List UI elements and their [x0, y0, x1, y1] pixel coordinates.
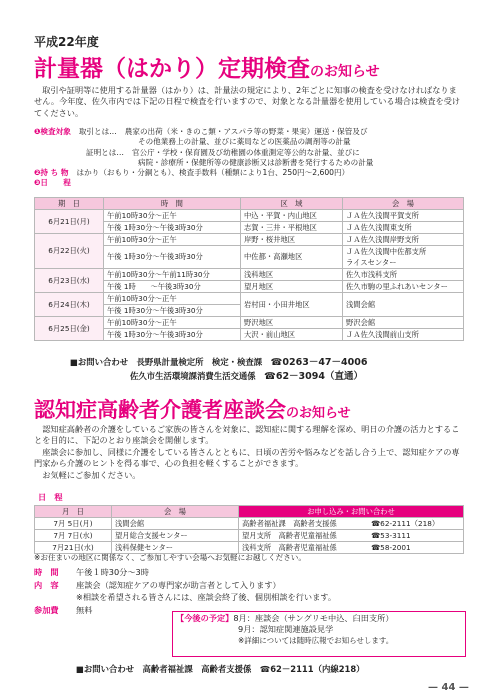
upcoming-content — [176, 613, 394, 646]
upcoming-note: ※詳細については随時広報でお知らせします。 — [238, 635, 394, 645]
date-cell: 6月21日(月) — [35, 210, 104, 234]
area-cell: 岩村田・小田井地区 — [241, 293, 343, 317]
page-title-main: 計量器（はかり）定期検査 — [34, 56, 310, 82]
venue-cell: ＪＡ佐久浅間岸野支所 — [343, 234, 464, 246]
venue-cell: ライスセンター — [343, 257, 464, 269]
table-row — [35, 530, 464, 542]
venue-cell: 望月総合支援センター — [112, 530, 239, 542]
time-cell: 午後 1時 ～午後3時30分 — [104, 281, 241, 293]
contact-tel-1: ☎0263－47－4006 — [270, 357, 368, 368]
time-cell: 午後 1時30分～午後3時30分 — [104, 246, 241, 269]
area-cell: 大沢・前山地区 — [241, 329, 343, 341]
area-cell: 望月地区 — [241, 281, 343, 293]
col-date: 期 日 — [35, 198, 104, 210]
time-cell: 午後 1時30分～午後3時30分 — [104, 305, 241, 317]
trade-text-2: その他業務上の計量、並びに薬局などの医薬品の調剤等の計量 — [138, 137, 351, 147]
col-area: 区 域 — [241, 198, 343, 210]
contact-text: 高齢者福祉課 高齢者支援係 ☎62－2111（内線218） — [142, 664, 365, 674]
page-number: — 44 — — [428, 682, 469, 693]
date-cell: 6月22日(火) — [35, 234, 104, 269]
col-venue: 会 場 — [343, 198, 464, 210]
table-row — [35, 317, 464, 329]
time-cell: 午前10時30分～正午 — [104, 210, 241, 222]
venue-cell: 浅間会館 — [112, 518, 239, 530]
time-cell: 午前10時30分～正午 — [104, 293, 241, 305]
time-cell: 午後 1時30分～午後3時30分 — [104, 222, 241, 234]
contact-cell: 高齢者福祉課 高齢者支援係 — [239, 518, 369, 530]
col-date: 月 日 — [35, 506, 112, 518]
bring-text: はかり（おもり・分銅とも）、検査手数料（種類により1台、250円～2,600円） — [76, 168, 350, 177]
inspection-schedule-table — [34, 197, 464, 341]
tel-cell: ☎53-3111 — [368, 530, 463, 542]
table-row — [35, 542, 464, 554]
col-contact: お申し込み・お問い合わせ — [239, 506, 464, 518]
contact-block-2 — [76, 663, 365, 675]
dementia-note: ※お住まいの地区に関係なく、ご参加しやすい会場へお気軽にお越しください。 — [34, 553, 306, 562]
venue-cell: 浅間会館 — [343, 293, 464, 317]
upcoming-item-2: 9月：認知症関連施設見学 — [238, 624, 334, 635]
cert-text-2: 病院・診療所・保健所等の健康診断又は診断書を発行するための計量 — [138, 157, 374, 167]
table-row — [35, 269, 464, 281]
content-note: ※相談を希望される皆さんには、座談会終了後、個別相談を行います。 — [76, 592, 337, 603]
area-cell: 中込・平賀・内山地区 — [241, 210, 343, 222]
venue-cell: 野沢会館 — [343, 317, 464, 329]
table-row — [35, 293, 464, 305]
fee-label: 参加費 — [34, 605, 59, 616]
content-text: 座談会（認知症ケアの専門家が助言者として入ります） — [76, 579, 281, 590]
date-cell: 6月23日(水) — [35, 269, 104, 293]
target-section — [34, 127, 474, 189]
area-cell: 浅科地区 — [241, 269, 343, 281]
trade-text-1: 農家の出荷（米・きのこ類・アスパラ等の野菜・果実）運送・保管及び — [124, 127, 368, 136]
cert-label: 証明とは… — [86, 147, 124, 157]
venue-cell: 佐久市浅科支所 — [343, 269, 464, 281]
upcoming-item-1: 8月：座談会（サングリモ中込、臼田支所） — [233, 613, 394, 623]
contact-block-1 — [70, 356, 367, 385]
table-header-row — [35, 506, 464, 518]
page-title — [34, 50, 380, 83]
venue-cell: ＪＡ佐久浅間中佐都支所 — [343, 246, 464, 258]
area-cell: 中佐都・高瀬地区 — [241, 246, 343, 269]
contact-org-2: 佐久市生活環境課消費生活交通係 — [130, 371, 256, 382]
fee-text: 無料 — [76, 605, 93, 616]
contact-label: ■お問い合わせ — [76, 664, 135, 674]
target-label: ❶検査対象 — [34, 127, 71, 136]
dementia-schedule-label: 日 程 — [38, 492, 63, 502]
trade-label: 取引とは… — [78, 127, 117, 136]
area-cell: 野沢地区 — [241, 317, 343, 329]
table-row — [35, 518, 464, 530]
dementia-schedule-table — [34, 505, 464, 554]
dementia-title — [34, 394, 351, 424]
date-cell: 6月25日(金) — [35, 317, 104, 341]
contact-cell: 望月支所 高齢者児童福祉係 — [239, 530, 369, 542]
dementia-intro — [34, 424, 464, 481]
dementia-intro-1: 認知症高齢者の介護をしているご家族の皆さんを対象に、認知症に関する理解を深め、明日の介護の活力とすることを目的に、下記のとおり座談会を開催します。 — [34, 424, 460, 446]
table-row — [35, 234, 464, 246]
venue-cell: ＪＡ佐久浅間平賀支所 — [343, 210, 464, 222]
dementia-intro-2: 座談会に参加し、同様に介護をしている皆さんとともに、日頃の苦労や悩みなどを話し合う上で、認知症ケアの専門家から介護のヒントを得る事で、心の負担を軽くすることができます。 — [34, 446, 460, 469]
intro-paragraph: 取引や証明等に使用する計量器（はかり）は、計量法の規定により、2年ごとに知事の検査を受けなければなりません。今年度、佐久市内では下記の日程で検査を行いますので、対象となる計量器を使用している場合は検査を受けてください。 — [34, 85, 461, 118]
col-venue: 会 場 — [112, 506, 239, 518]
area-cell: 志賀・三井・平根地区 — [241, 222, 343, 234]
area-cell: 岸野・桜井地区 — [241, 234, 343, 246]
bring-label: ❷持 ち 物 — [34, 168, 69, 177]
dementia-details — [34, 566, 336, 617]
contact-tel-2: ☎62－3094（直通） — [264, 371, 363, 383]
tel-cell: ☎62-2111（218） — [368, 518, 463, 530]
contact-cell: 浅科支所 高齢者児童福祉係 — [239, 542, 369, 554]
table-row — [35, 210, 464, 222]
dementia-title-suffix: のお知らせ — [286, 406, 351, 421]
dementia-intro-3: お気軽にご参加ください。 — [42, 469, 141, 480]
time-cell: 午後 1時30分～午後3時30分 — [104, 329, 241, 341]
venue-cell: 佐久市駒の里ふれあいセンター — [343, 281, 464, 293]
venue-cell: ＪＡ佐久浅間前山支所 — [343, 329, 464, 341]
time-cell: 午前10時30分～正午 — [104, 317, 241, 329]
time-text: 午後１時30分～3時 — [76, 567, 149, 577]
time-label: 時 間 — [34, 567, 59, 577]
contact-org-1: 長野県計量検定所 検定・検査課 — [136, 357, 263, 367]
upcoming-label: 【今後の予定】 — [176, 613, 234, 623]
table-header-row — [35, 198, 464, 210]
content-label: 内 容 — [34, 579, 59, 590]
venue-cell: 浅科保健センター — [112, 542, 239, 554]
venue-cell: ＪＡ佐久浅間東支所 — [343, 222, 464, 234]
cert-text-1: 官公庁・学校・保育園及び幼稚園の体重測定等公的な計量、並びに — [131, 147, 360, 157]
time-cell: 午前10時30分～午前11時30分 — [104, 269, 241, 281]
date-cell: 7月 7日(水) — [35, 530, 112, 542]
page-title-suffix: のお知らせ — [310, 64, 380, 80]
contact-label: ■お問い合わせ — [70, 357, 129, 367]
schedule-label: ❸日 程 — [34, 178, 71, 188]
date-cell: 7月21日(水) — [35, 542, 112, 554]
date-cell: 6月24日(木) — [35, 293, 104, 317]
time-cell: 午前10時30分～正午 — [104, 234, 241, 246]
year-label: 平成22年度 — [34, 35, 99, 49]
col-time: 時 間 — [104, 198, 241, 210]
dementia-title-main: 認知症高齢者介護者座談会 — [34, 398, 286, 422]
date-cell: 7月 5日(月) — [35, 518, 112, 530]
tel-cell: ☎58-2001 — [368, 542, 463, 554]
